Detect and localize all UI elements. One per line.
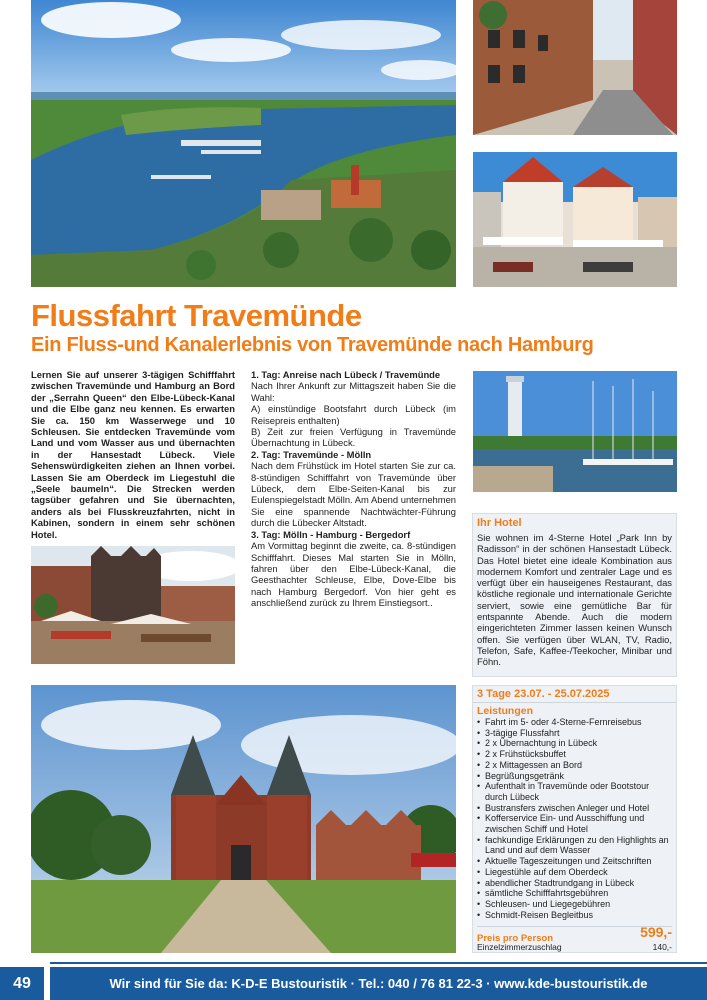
footer-divider xyxy=(50,962,707,964)
day2-text: Nach dem Frühstück im Hotel starten Sie zur ca. 8-stündigen Schifffahrt von Travemünde über Lübeck, dem Elbe-Seiten-Kanal bis zur Eulenspiegelstadt Mölln. Am Abend unternehmen Sie eine spannende Nachtwächter-Führung durch die Lübecker Altstadt. xyxy=(251,460,456,529)
page-number: 49 xyxy=(0,967,44,1000)
itinerary xyxy=(251,369,456,609)
price-label: Preis pro Person xyxy=(477,933,554,944)
day1-option-b: B) Zeit zur freien Verfügung in Travemünde Übernachtung in Lübeck. xyxy=(251,426,456,449)
list-item: • 2 x Frühstücksbuffet xyxy=(477,749,672,760)
photo-travemuende-aerial xyxy=(31,0,456,287)
day1-option-a: A) einstündige Bootsfahrt durch Lübeck (im Reisepreis enthalten) xyxy=(251,403,456,426)
list-item: • Schleusen- und Liegegebühren xyxy=(477,899,672,910)
list-item: • Liegestühle auf dem Oberdeck xyxy=(477,867,672,878)
intro-text: Lernen Sie auf unserer 3-tägigen Schifffahrt zwischen Travemünde und Hamburg an Bord der „Serrahn Queen“ den Elbe-Lübeck-Kanal und die Elbe ganz neu kennen. Es erwarten Sie ca. 150 km Wasserwege und 10 Schleusen. Sie entdecken Travemünde vom Land und vom Wasser aus und übernachten in der Hansestadt Lübeck. Viele Sehenswürdigkeiten ziehen an Ihnen vorbei. Lassen Sie am Oberdeck im Liegestuhl die „Seele baumeln“. Die Strecken werden tagsüber gefahren und Sie übernachten, anders als bei Flusskreuzfahrten, nicht in Kabinen, sondern in einem sehr schönen Hotel. xyxy=(31,369,235,540)
list-item: • Aktuelle Tageszeitungen und Zeitschriften xyxy=(477,856,672,867)
offer-box xyxy=(472,685,677,953)
hotel-text: Sie wohnen im 4-Sterne Hotel „Park Inn by Radisson“ in der schönen Hansestadt Lübeck. Das Hotel bietet eine ideale Kombination aus modernem Komfort und zentraler Lage und es verfügt über ein hauseigenes Restaurant, das köstliche regionale und internationale Gerichte serviert, sowie eine gemütliche Bar für entspannte Abende. Auch die modern eingerichteten Zimmer lassen keinen Wunsch offen. Sie verfügen über WLAN, TV, Radio, Telefon, Safe, Kaffee-/Teekocher, Minibar und Föhn. xyxy=(477,532,672,668)
photo-marina-tower xyxy=(473,371,677,492)
supplement-label: Einzelzimmerzuschlag xyxy=(477,942,562,952)
services-heading: Leistungen xyxy=(477,705,534,717)
services-list xyxy=(473,717,676,920)
photo-promenade xyxy=(473,152,677,287)
day3-title: 3. Tag: Mölln - Hamburg - Bergedorf xyxy=(251,528,411,540)
photo-cobbled-street xyxy=(473,0,677,135)
hotel-heading: Ihr Hotel xyxy=(477,517,522,529)
list-item: • Aufenthalt in Travemünde oder Bootstour durch Lübeck xyxy=(477,781,672,802)
page-subtitle: Ein Fluss-und Kanalerlebnis von Travemünde nach Hamburg xyxy=(31,334,594,356)
list-item: • Bustransfers zwischen Anleger und Hotel xyxy=(477,803,672,814)
day1-text: Nach Ihrer Ankunft zur Mittagszeit haben Sie die Wahl: xyxy=(251,380,456,403)
hotel-info-box xyxy=(472,513,677,677)
day3-text: Am Vormittag beginnt die zweite, ca. 8-stündigen Schifffahrt. Dieses Mal starten Sie in Mölln, fahren über den Elbe-Lübeck-Kanal, die Geesthachter Schleuse, Elbe, Dove-Elbe bis nach Hamburg Bergedorf. Von hier geht es anschließend zurück zu Ihrem Einstiegsort.. xyxy=(251,540,456,609)
day1-title: 1. Tag: Anreise nach Lübeck / Travemünde xyxy=(251,369,441,380)
photo-market-square xyxy=(31,546,235,664)
list-item: • Schmidt-Reisen Begleitbus xyxy=(477,910,672,921)
list-item: • sämtliche Schifffahrtsgebühren xyxy=(477,888,672,899)
photo-holstentor xyxy=(31,685,456,953)
list-item: • Kofferservice Ein- und Ausschiffung und zwischen Schiff und Hotel xyxy=(477,813,672,834)
list-item: • abendlicher Stadtrundgang in Lübeck xyxy=(477,878,672,889)
list-item: • 2 x Übernachtung in Lübeck xyxy=(477,738,672,749)
list-item: • 3-tägige Flussfahrt xyxy=(477,728,672,739)
supplement-value: 140,- xyxy=(652,942,672,952)
price-value: 599,- xyxy=(640,924,672,940)
supplement-row xyxy=(477,942,672,952)
list-item: • fachkundige Erklärungen zu den Highlights an Land und auf dem Wasser xyxy=(477,835,672,856)
list-item: • Begrüßungsgetränk xyxy=(477,771,672,782)
footer-contact: Wir sind für Sie da: K-D-E Bustouristik · Tel.: 040 / 76 81 22-3 · www.kde-bustouristik.de xyxy=(50,967,707,1000)
list-item: • Fahrt im 5- oder 4-Sterne-Fernreisebus xyxy=(477,717,672,728)
list-item: • 2 x Mittagessen an Bord xyxy=(477,760,672,771)
travel-dates: 3 Tage 23.07. - 25.07.2025 xyxy=(473,686,676,703)
day2-title: 2. Tag: Travemünde - Mölln xyxy=(251,448,372,460)
page-title: Flussfahrt Travemünde xyxy=(31,298,362,333)
